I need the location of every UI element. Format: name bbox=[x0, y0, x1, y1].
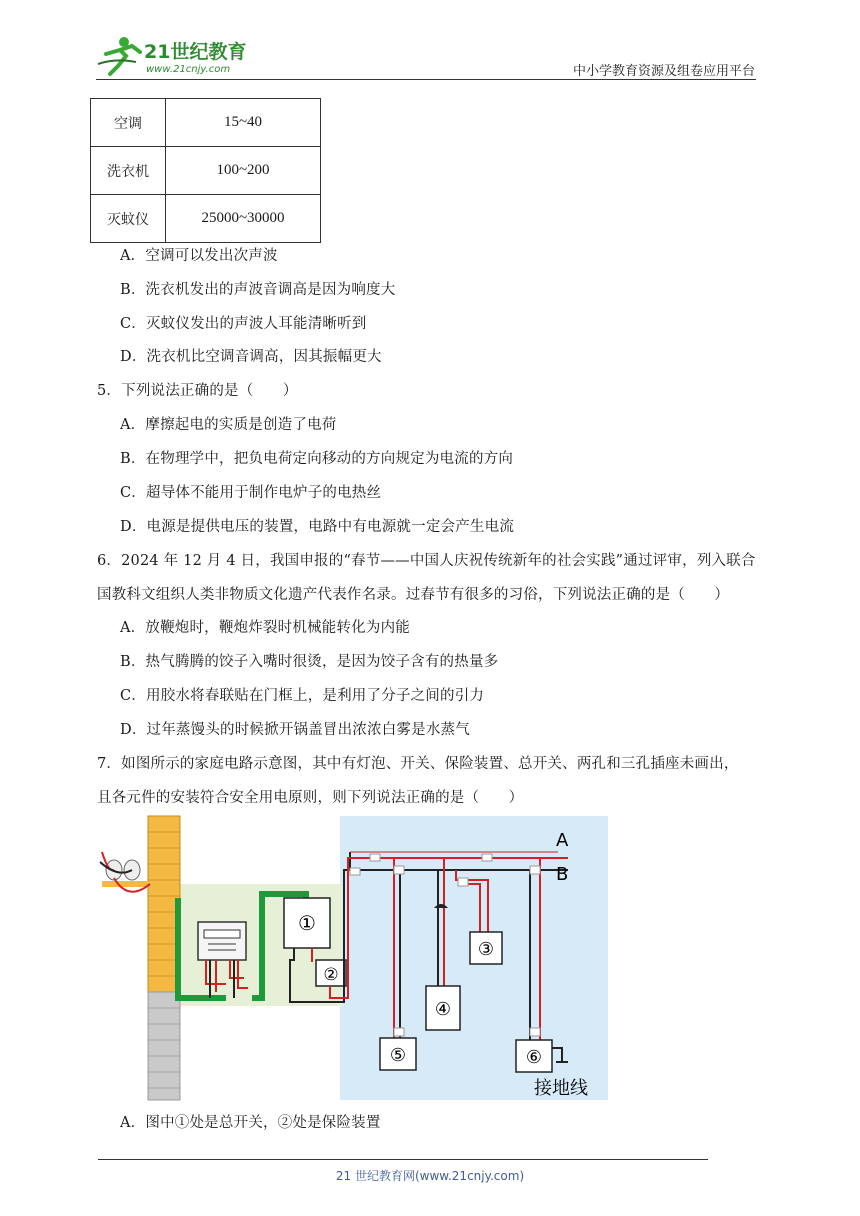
footer-text[interactable]: 21 世纪教育网(www.21cnjy.com) bbox=[335, 1169, 525, 1183]
component-2-label: ② bbox=[323, 965, 339, 985]
component-6-label: ⑥ bbox=[525, 1047, 543, 1068]
q4-option-d: D．洗衣机比空调音调高，因其振幅更大 bbox=[120, 349, 382, 365]
component-3-label: ③ bbox=[477, 939, 495, 960]
q5-option-d: D．电源是提供电压的装置，电路中有电源就一定会产生电流 bbox=[120, 519, 515, 535]
q4-option-b: B．洗衣机发出的声波音调高是因为响度大 bbox=[120, 282, 396, 298]
frequency-table bbox=[90, 98, 321, 243]
component-1-label: ① bbox=[298, 911, 316, 935]
q6-option-a: A．放鞭炮时，鞭炮炸裂时机械能转化为内能 bbox=[120, 620, 410, 636]
svg-text:21世纪教育: 21世纪教育 bbox=[144, 41, 247, 63]
svg-text:www.21cnjy.com: www.21cnjy.com bbox=[146, 64, 231, 75]
q4-option-a: A．空调可以发出次声波 bbox=[120, 248, 278, 264]
circuit-diagram bbox=[98, 812, 610, 1102]
q6-option-b: B．热气腾腾的饺子入嘴时很烫，是因为饺子含有的热量多 bbox=[120, 654, 499, 670]
q6-stem-line1: 6．2024 年 12 月 4 日，我国申报的“春节——中国人庆祝传统新年的社会实践”通过评审，列入联合 bbox=[97, 553, 756, 569]
header-rule bbox=[96, 79, 756, 80]
q6-option-d: D．过年蒸馒头的时候掀开锅盖冒出浓浓白雾是水蒸气 bbox=[120, 722, 470, 738]
q5-option-b: B．在物理学中，把负电荷定向移动的方向规定为电流的方向 bbox=[120, 451, 514, 467]
range-cell: 25000~30000 bbox=[166, 195, 321, 243]
running-man-logo-icon bbox=[96, 34, 256, 78]
q7-stem-line2: 且各元件的安装符合安全用电原则，则下列说法正确的是（ ） bbox=[97, 790, 524, 806]
site-logo bbox=[96, 34, 256, 78]
footer-rule bbox=[98, 1159, 708, 1160]
device-cell: 洗衣机 bbox=[91, 147, 166, 195]
q4-option-c: C．灭蚊仪发出的声波人耳能清晰听到 bbox=[120, 316, 367, 332]
range-cell: 15~40 bbox=[166, 99, 321, 147]
q6-stem-line2: 国教科文组织人类非物质文化遗产代表作名录。过春节有很多的习俗，下列说法正确的是（ ） bbox=[97, 587, 730, 603]
table-row bbox=[91, 147, 321, 195]
ground-wire-label: 接地线 bbox=[534, 1078, 588, 1099]
line-a-label: A bbox=[556, 830, 569, 851]
component-4-label: ④ bbox=[434, 999, 452, 1020]
table-row bbox=[91, 99, 321, 147]
q6-option-c: C．用胶水将春联贴在门框上，是利用了分子之间的引力 bbox=[120, 688, 485, 704]
q7-option-a: A．图中①处是总开关，②处是保险装置 bbox=[120, 1115, 381, 1131]
q5-stem: 5．下列说法正确的是（ ） bbox=[97, 383, 298, 399]
device-cell: 空调 bbox=[91, 99, 166, 147]
platform-slogan: 中小学教育资源及组卷应用平台 bbox=[573, 64, 756, 79]
line-b-label: B bbox=[556, 864, 569, 885]
component-5-label: ⑤ bbox=[389, 1045, 407, 1066]
q5-option-c: C．超导体不能用于制作电炉子的电热丝 bbox=[120, 485, 382, 501]
range-cell: 100~200 bbox=[166, 147, 321, 195]
household-circuit-figure bbox=[98, 812, 610, 1102]
table-row bbox=[91, 195, 321, 243]
q5-option-a: A．摩擦起电的实质是创造了电荷 bbox=[120, 417, 337, 433]
device-cell: 灭蚊仪 bbox=[91, 195, 166, 243]
q7-stem-line1: 7．如图所示的家庭电路示意图，其中有灯泡、开关、保险装置、总开关、两孔和三孔插座未画出， bbox=[97, 756, 739, 772]
